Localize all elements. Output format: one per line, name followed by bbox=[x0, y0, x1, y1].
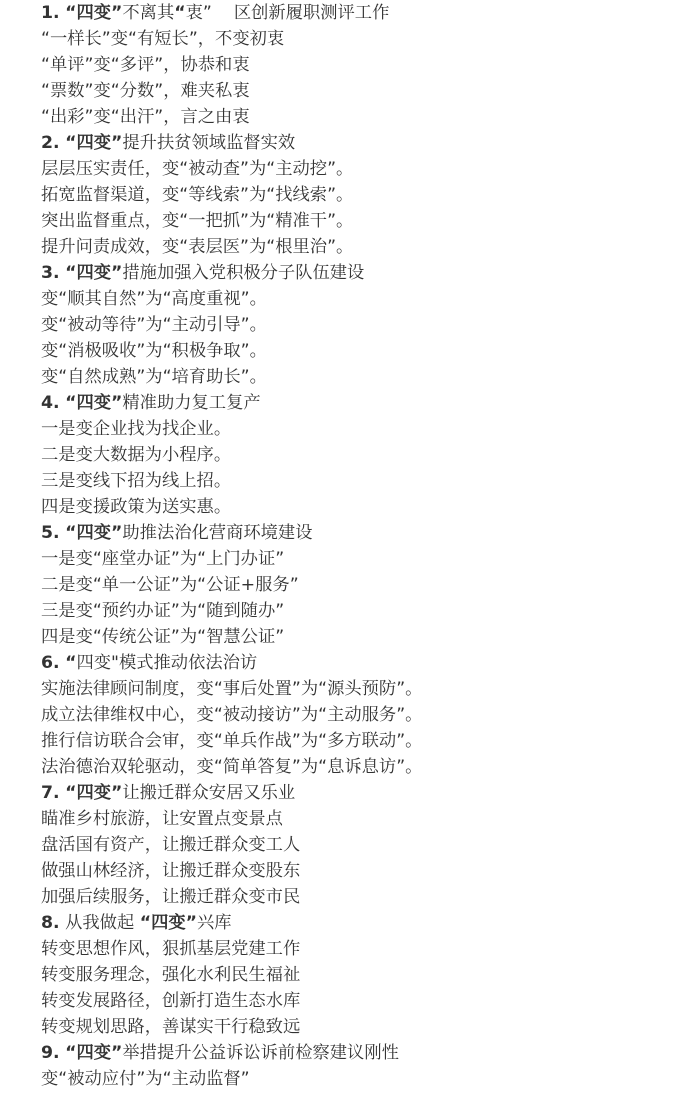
list-item: 二是变“单一公证”为“公证+服务” bbox=[41, 575, 299, 595]
section-title: 让搬迁群众安居又乐业 bbox=[122, 783, 296, 803]
list-item: 加强后续服务，让搬迁群众变市民 bbox=[41, 887, 301, 907]
section-number: 8. bbox=[41, 913, 60, 933]
section-heading bbox=[41, 650, 681, 676]
list-item: 变“顺其自然”为“高度重视”。 bbox=[41, 289, 267, 309]
list-item: 三是变线下招为线上招。 bbox=[41, 471, 232, 491]
section-number: 9. bbox=[41, 1043, 60, 1063]
section-number: 3. bbox=[41, 263, 60, 283]
list-item: “票数”变“分数”，难夹私衷 bbox=[41, 81, 250, 101]
list-item: 转变思想作风，狠抓基层党建工作 bbox=[41, 939, 301, 959]
section-quote-prefix: “四变” bbox=[65, 1043, 123, 1063]
section-lead: 从我做起 bbox=[65, 913, 140, 933]
section-number: 7. bbox=[41, 783, 60, 803]
section-heading bbox=[41, 520, 681, 546]
list-item: 二是变大数据为小程序。 bbox=[41, 445, 232, 465]
list-item: 一是变“座堂办证”为“上门办证” bbox=[41, 549, 285, 569]
list-item: “一样长”变“有短长”，不变初衷 bbox=[41, 29, 285, 49]
section-quote-prefix: “四变” bbox=[65, 523, 123, 543]
section-title: 四变"模式推动依法治访 bbox=[76, 653, 258, 673]
list-item: 提升问责成效，变“表层医”为“根里治”。 bbox=[41, 237, 354, 257]
list-item: 变“被动应付”为“主动监督” bbox=[41, 1069, 250, 1089]
list-item: “出彩”变“出汗”，言之由衷 bbox=[41, 107, 250, 127]
section-heading bbox=[41, 260, 681, 286]
section-number: 2. bbox=[41, 133, 60, 153]
section-quote-prefix: “四变” bbox=[65, 393, 123, 413]
section-quote-prefix: “ bbox=[65, 653, 77, 673]
section-number: 6. bbox=[41, 653, 60, 673]
list-item: 突出监督重点，变“一把抓”为“精准干”。 bbox=[41, 211, 354, 231]
section-heading bbox=[41, 1040, 681, 1066]
section-number: 5. bbox=[41, 523, 60, 543]
section-heading bbox=[41, 130, 681, 156]
list-item: 转变规划思路，善谋实干行稳致远 bbox=[41, 1017, 301, 1037]
document-body bbox=[41, 0, 681, 1092]
list-item: 法治德治双轮驱动，变“简单答复”为“息诉息访”。 bbox=[41, 757, 423, 777]
list-item: 盘活国有资产，让搬迁群众变工人 bbox=[41, 835, 301, 855]
list-item: 变“被动等待”为“主动引导”。 bbox=[41, 315, 267, 335]
list-item: 四是变“传统公证”为“智慧公证” bbox=[41, 627, 285, 647]
list-item: 变“消极吸收”为“积极争取”。 bbox=[41, 341, 267, 361]
list-item: “单评”变“多评”，协恭和衷 bbox=[41, 55, 250, 75]
section-title-part: 不离其 bbox=[122, 3, 175, 23]
section-title: 提升扶贫领域监督实效 bbox=[122, 133, 296, 153]
section-title-part: 衷” bbox=[185, 3, 212, 23]
section-title: 兴库 bbox=[197, 913, 232, 933]
list-item: 变“自然成熟”为“培育助长”。 bbox=[41, 367, 267, 387]
list-item: 做强山林经济，让搬迁群众变股东 bbox=[41, 861, 301, 881]
section-number: 4. bbox=[41, 393, 60, 413]
section-quote-prefix: “四变” bbox=[65, 263, 123, 283]
section-quote-prefix: “四变” bbox=[139, 913, 197, 933]
section-heading bbox=[41, 780, 681, 806]
section-title: 举措提升公益诉讼诉前检察建议刚性 bbox=[122, 1043, 399, 1063]
list-item: 转变发展路径，创新打造生态水库 bbox=[41, 991, 301, 1011]
section-quote-open: “ bbox=[174, 3, 186, 23]
section-title-suffix: 区创新履职测评工作 bbox=[233, 3, 390, 23]
list-item: 推行信访联合会审，变“单兵作战”为“多方联动”。 bbox=[41, 731, 423, 751]
section-quote-prefix: “四变” bbox=[65, 783, 123, 803]
list-item: 三是变“预约办证”为“随到随办” bbox=[41, 601, 285, 621]
section-title: 措施加强入党积极分子队伍建设 bbox=[122, 263, 365, 283]
section-title: 精准助力复工复产 bbox=[122, 393, 261, 413]
section-title: 助推法治化营商环境建设 bbox=[122, 523, 313, 543]
list-item: 实施法律顾问制度，变“事后处置”为“源头预防”。 bbox=[41, 679, 423, 699]
section-heading bbox=[41, 0, 681, 26]
section-quote-prefix: “四变” bbox=[65, 3, 123, 23]
section-heading bbox=[41, 390, 681, 416]
section-number: 1. bbox=[41, 3, 60, 23]
list-item: 拓宽监督渠道，变“等线索”为“找线索”。 bbox=[41, 185, 354, 205]
section-quote-prefix: “四变” bbox=[65, 133, 123, 153]
list-item: 四是变援政策为送实惠。 bbox=[41, 497, 232, 517]
list-item: 转变服务理念，强化水利民生福祉 bbox=[41, 965, 301, 985]
list-item: 瞄准乡村旅游，让安置点变景点 bbox=[41, 809, 283, 829]
list-item: 层层压实责任，变“被动查”为“主动挖”。 bbox=[41, 159, 354, 179]
list-item: 一是变企业找为找企业。 bbox=[41, 419, 232, 439]
section-heading bbox=[41, 910, 681, 936]
list-item: 成立法律维权中心，变“被动接访”为“主动服务”。 bbox=[41, 705, 423, 725]
